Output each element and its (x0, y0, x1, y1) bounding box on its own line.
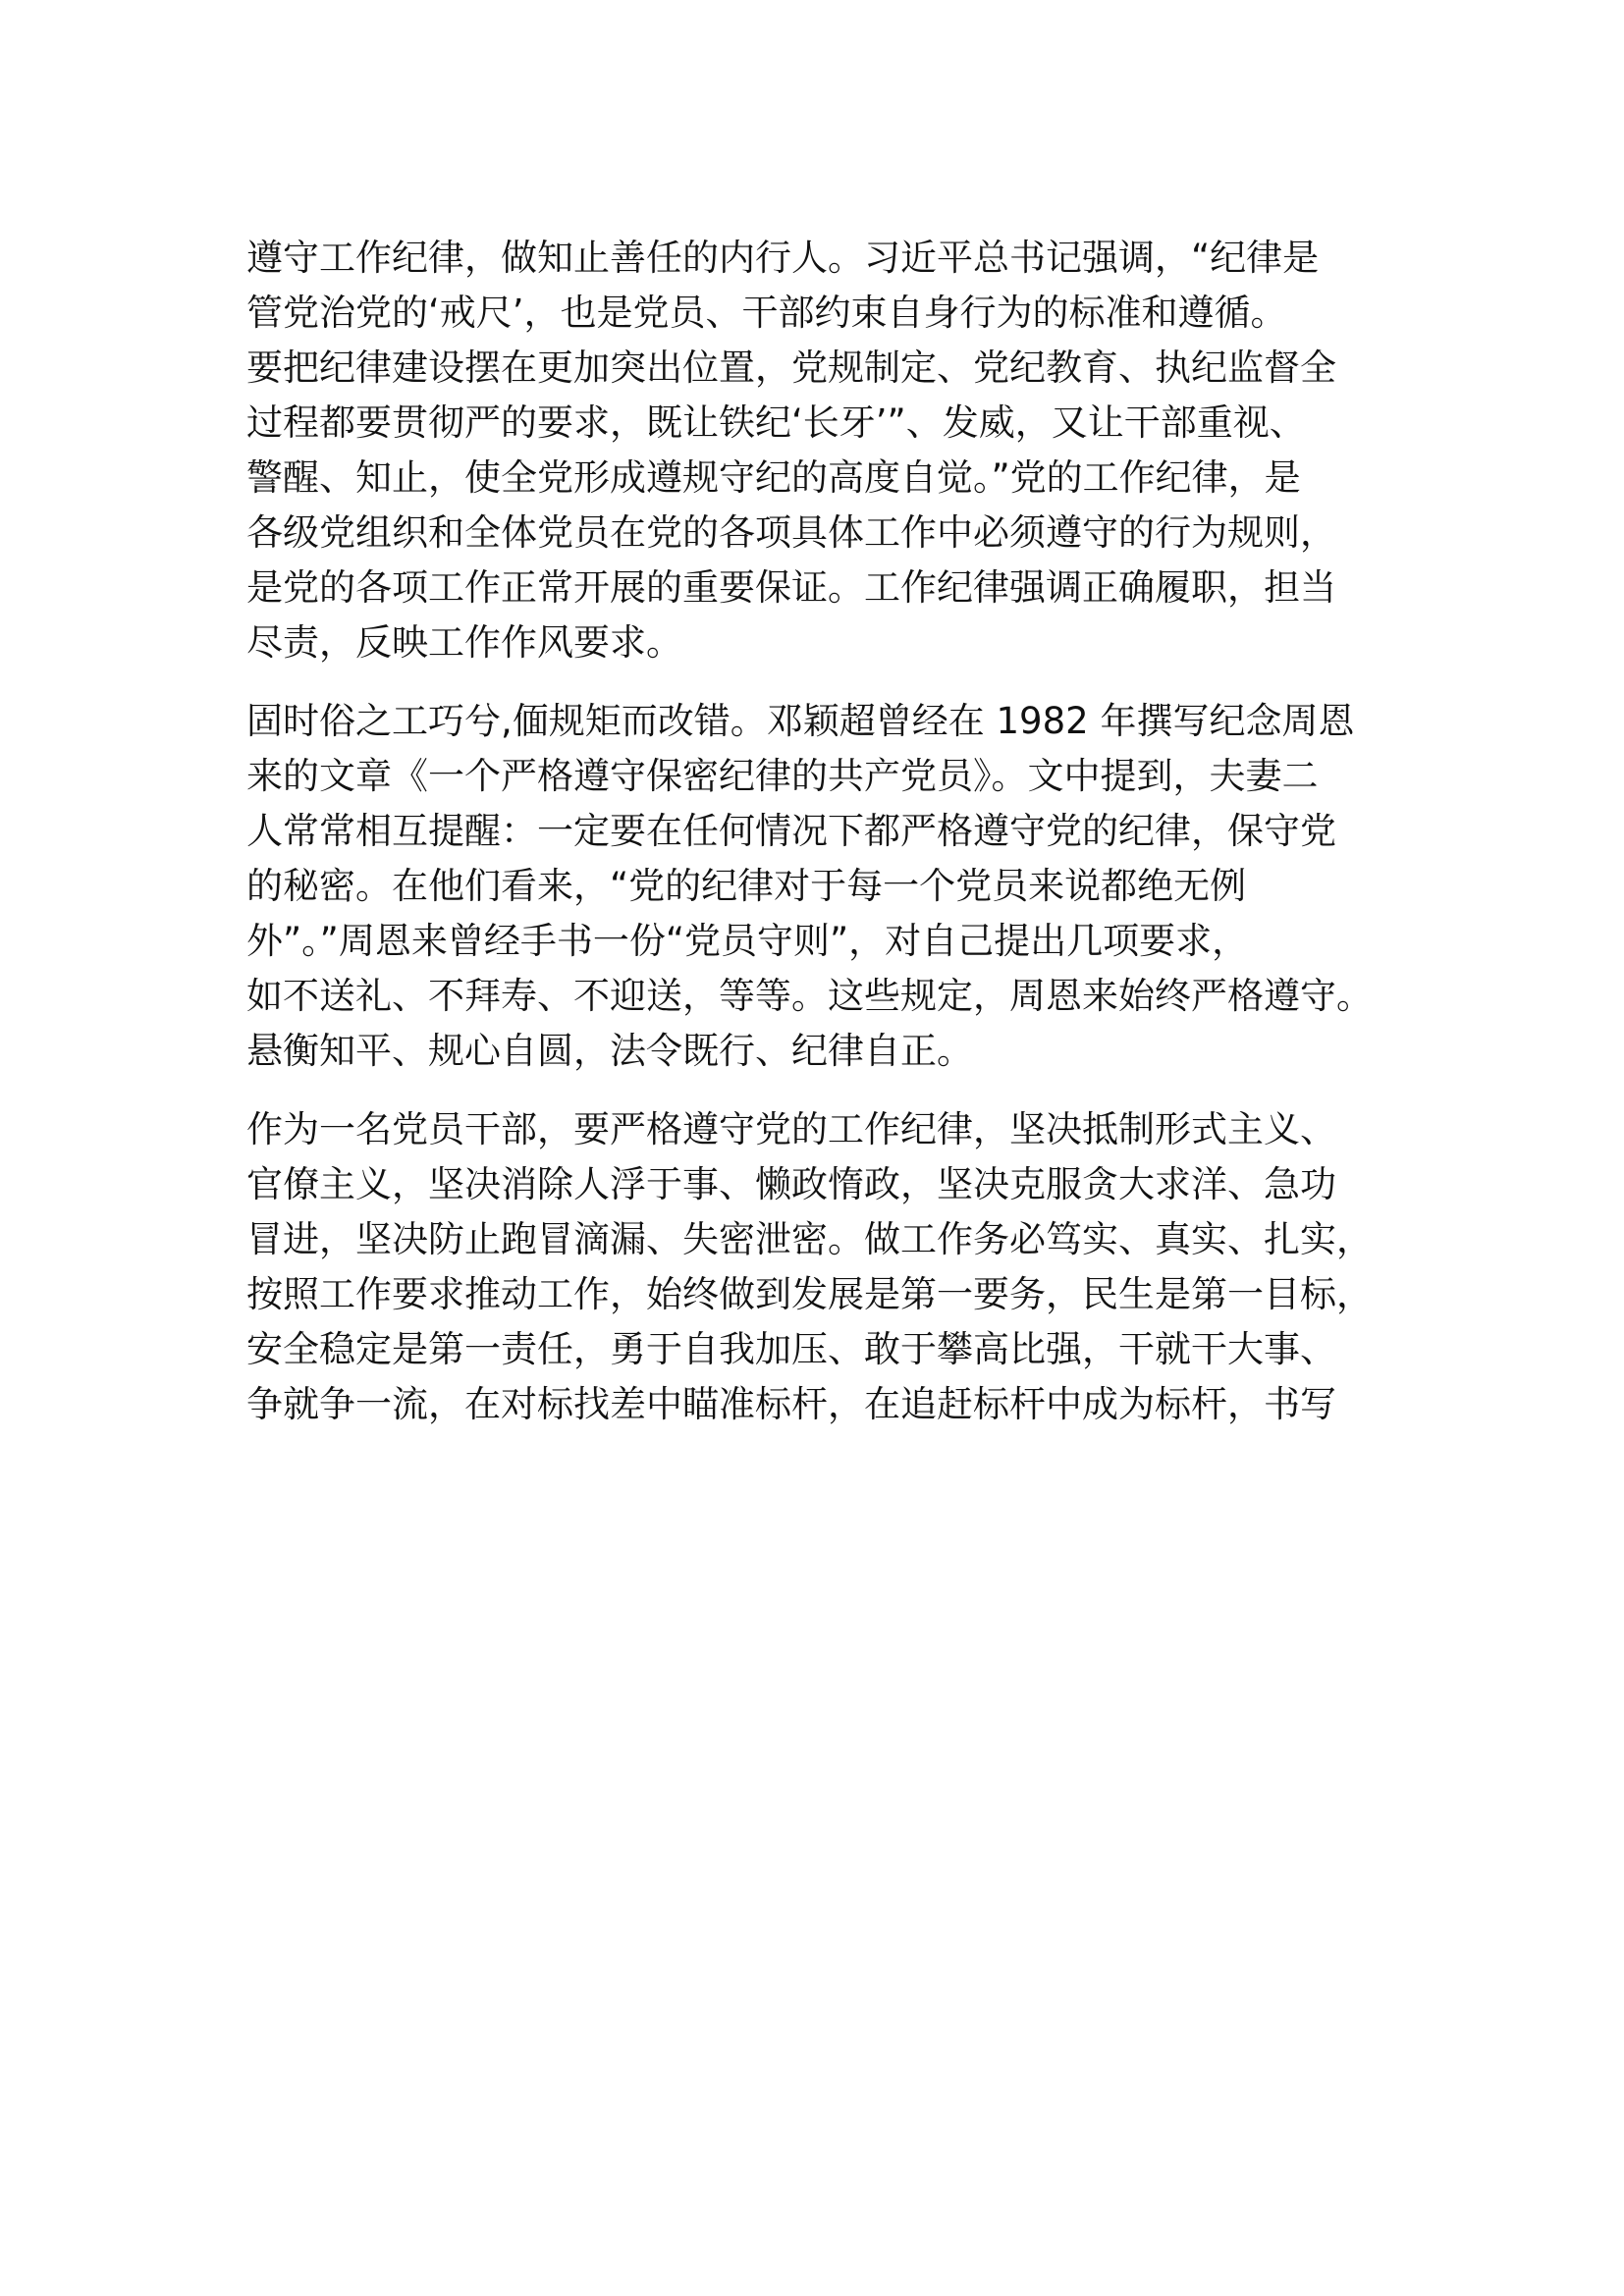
text-line: 争就争一流，在对标找差中瞄准标杆，在追赶标杆中成为标杆，书写 (246, 1383, 1336, 1425)
text-line: 安全稳定是第一责任，勇于自我加压、敢于攀高比强，干就干大事、 (246, 1328, 1336, 1370)
text-line: 官僚主义，坚决消除人浮于事、懒政惰政，坚决克服贪大求洋、急功 (246, 1163, 1336, 1205)
text-line: 悬衡知平、规心自圆，法令既行、纪律自正。 (246, 1030, 973, 1072)
text-line: 管党治党的‘戒尺’，也是党员、干部约束自身行为的标准和遵循。 (246, 292, 1287, 334)
text-line: 人常常相互提醒：一定要在任何情况下都严格遵守党的纪律，保守党 (246, 810, 1336, 852)
text-line: 过程都要贯彻严的要求，既让铁纪‘长牙’”、发威，又让干部重视、 (246, 401, 1306, 444)
text-line: 来的文章《一个严格遵守保密纪律的共产党员》。文中提到，夫妻二 (246, 755, 1319, 797)
text-line: 如不送礼、不拜寿、不迎送，等等。这些规定，周恩来始终严格遵守。 (246, 975, 1373, 1017)
paragraph-1 (246, 231, 1385, 670)
text-line: 作为一名党员干部，要严格遵守党的工作纪律，坚决抵制形式主义、 (246, 1108, 1336, 1150)
text-line: 外”。”周恩来曾经手书一份“党员守则”，对自己提出几项要求， (246, 920, 1249, 962)
text-line: 警醒、知止，使全党形成遵规守纪的高度自觉。”党的工作纪律，是 (246, 456, 1301, 499)
document-body (246, 231, 1385, 1432)
text-line: 要把纪律建设摆在更加突出位置，党规制定、党纪教育、执纪监督全 (246, 347, 1336, 389)
paragraph-2 (246, 694, 1385, 1079)
text-line: 遵守工作纪律，做知止善任的内行人。习近平总书记强调，“纪律是 (246, 237, 1320, 279)
text-line: 按照工作要求推动工作，始终做到发展是第一要务，民生是第一目标， (246, 1273, 1373, 1315)
text-line: 的秘密。在他们看来，“党的纪律对于每一个党员来说都绝无例 (246, 865, 1247, 907)
text-line: 冒进，坚决防止跑冒滴漏、失密泄密。做工作务必笃实、真实、扎实， (246, 1218, 1373, 1260)
text-line: 各级党组织和全体党员在党的各项具体工作中必须遵守的行为规则， (246, 511, 1336, 554)
text-line: 尽责，反映工作作风要求。 (246, 621, 682, 664)
text-line: 固时俗之工巧兮,偭规矩而改错。邓颖超曾经在 1982 年撰写纪念周恩 (246, 700, 1355, 742)
text-line: 是党的各项工作正常开展的重要保证。工作纪律强调正确履职，担当 (246, 566, 1336, 609)
paragraph-3 (246, 1102, 1385, 1432)
